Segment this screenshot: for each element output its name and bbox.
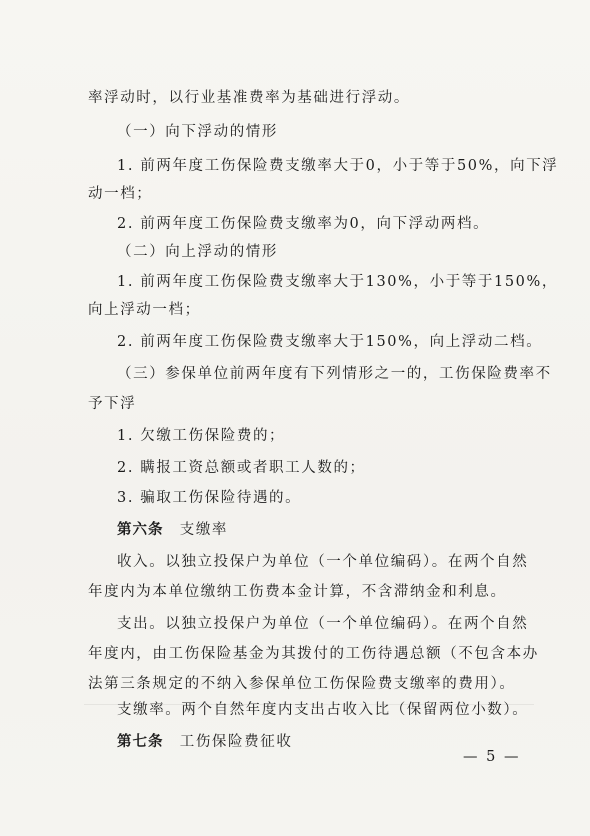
article-7-number: 第七条: [117, 734, 164, 750]
section-heading-down: （一）向下浮动的情形: [117, 124, 278, 140]
body-line-3: 1. 前两年度工伤保险费支缴率大于0，小于等于50%，向下浮: [117, 158, 559, 174]
article-7-heading: [117, 732, 292, 752]
body-line-7: 1. 前两年度工伤保险费支缴率大于130%，小于等于150%，: [117, 274, 558, 290]
section-heading-up: （二）向上浮动的情形: [117, 244, 278, 260]
body-line-income-2: 年度内为本单位缴纳工伤费本金计算，不含滞纳金和利息。: [88, 584, 507, 600]
section-heading-no-lower: （三）参保单位前两年度有下列情形之一的，工伤保险费率不: [117, 366, 552, 382]
body-line-ratio: 支缴率。两个自然年度内支出占收入比（保留两位小数）。: [117, 702, 529, 718]
article-7-title: 工伤保险费征收: [179, 734, 293, 750]
body-line-12: 1. 欠缴工伤保险费的；: [117, 428, 286, 444]
body-line-11: 予下浮: [88, 396, 137, 412]
body-line-13: 2. 瞒报工资总额或者职工人数的；: [117, 460, 366, 476]
article-6-number: 第六条: [117, 522, 164, 538]
body-line-5: 2. 前两年度工伤保险费支缴率为0，向下浮动两档。: [117, 216, 490, 232]
body-line-9: 2. 前两年度工伤保险费支缴率大于150%，向上浮动二档。: [117, 334, 543, 350]
page-number: — 5 —: [463, 749, 521, 765]
body-line-expense-2: 年度内，由工伤保险基金为其拨付的工伤待遇总额（不包含本办: [88, 646, 539, 662]
body-line-14: 3. 骗取工伤保险待遇的。: [117, 490, 302, 506]
article-6-title: 支缴率: [179, 522, 229, 538]
body-line-1: 率浮动时，以行业基准费率为基础进行浮动。: [88, 90, 410, 106]
body-line-8: 向上浮动一档；: [88, 302, 201, 318]
body-line-expense-3: 法第三条规定的不纳入参保单位工伤保险费支缴率的费用）。: [88, 676, 516, 692]
body-line-income-1: 收入。以独立投保户为单位（一个单位编码）。在两个自然: [117, 554, 529, 570]
fold-shadow: [84, 704, 534, 705]
article-6-heading: [117, 520, 228, 540]
body-line-expense-1: 支出。以独立投保户为单位（一个单位编码）。在两个自然: [117, 616, 529, 632]
body-line-4: 动一档；: [88, 186, 153, 202]
